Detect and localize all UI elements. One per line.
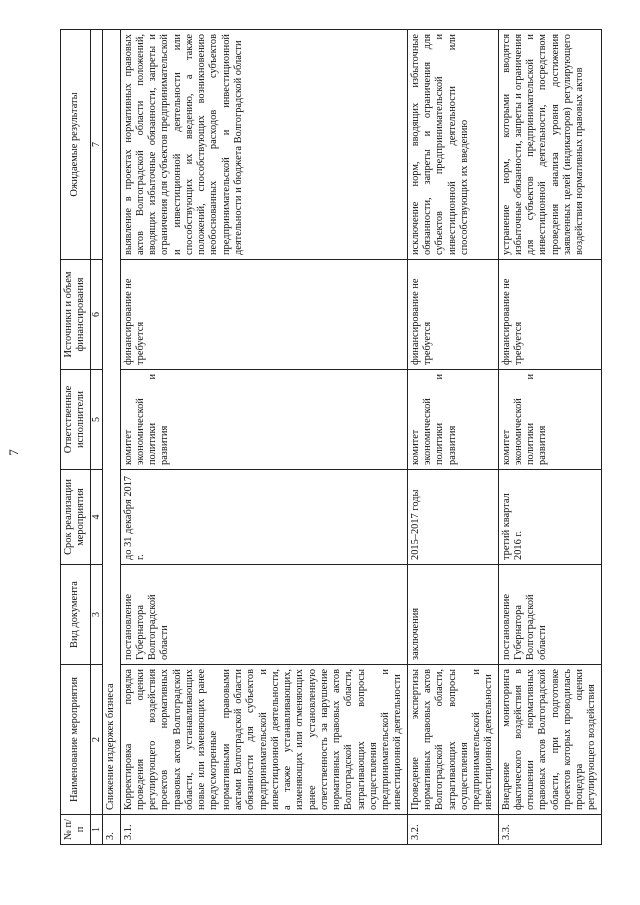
document-type: постановление Губернатора Волгоградской области (120, 565, 407, 665)
funding-source: финансирование не требуется (498, 260, 601, 370)
header-cell: Вид документа (61, 565, 91, 665)
funding-source: финансирование не требуется (407, 260, 498, 370)
row-number: 3.3. (498, 815, 601, 845)
column-number: 2 (90, 665, 103, 815)
header-cell: Источники и объем финансирования (61, 260, 91, 370)
measure-name: Проведение экспертизы нормативных правовых актов Волгоградской области, затрагивающих вопросы осуществления предпринимательской и инвестиционной деятельности (407, 665, 498, 815)
measures-table (60, 29, 602, 845)
responsible-executor: комитет экономической политики и развития (407, 370, 498, 470)
header-cell: Ожидаемые результаты (61, 30, 91, 260)
responsible-executor: комитет экономической политики и развития (120, 370, 407, 470)
section-number: 3. (103, 815, 120, 845)
page-number: 7 (6, 449, 21, 456)
table-row (498, 30, 601, 845)
document-type: постановление Губернатора Волгоградской области (498, 565, 601, 665)
header-cell: № п/п (61, 815, 91, 845)
header-cell: Наименование мероприятия (61, 665, 91, 815)
section-row (103, 30, 120, 845)
column-number: 7 (90, 30, 103, 260)
column-number: 6 (90, 260, 103, 370)
column-number: 1 (90, 815, 103, 845)
table-header-row (61, 30, 91, 845)
section-title: Снижение издержек бизнеса (103, 30, 120, 815)
column-number: 3 (90, 565, 103, 665)
header-cell: Срок реализации мероприятия (61, 470, 91, 565)
expected-result: выявление в проектах нормативных правовых актов Волгоградской области положений, вводящих избыточные обязанности, запреты и ограничения для субъектов предпринимательской и инвестиционной деятельности или способствующих их введению, а также положений, способствующих возникновению необоснованных расходов субъектов предпринимательской и инвестиционной деятельности и бюджета Волгоградской области (120, 30, 407, 260)
column-number: 4 (90, 470, 103, 565)
funding-source: финансирование не требуется (120, 260, 407, 370)
table-row (120, 30, 407, 845)
header-cell: Ответственные исполнители (61, 370, 91, 470)
row-number: 3.1. (120, 815, 407, 845)
expected-result: устранение норм, которыми вводятся избыточные обязанности, запреты и ограничения для субъектов предпринимательской и инвестиционной деятельности, посредством проведения анализа уровня достижения заявленных целей (индикаторов) регулирующего воздействия нормативных правовых актов (498, 30, 601, 260)
implementation-term: до 31 декабря 2017 г. (120, 470, 407, 565)
implementation-term: третий квартал 2016 г. (498, 470, 601, 565)
implementation-term: 2015–2017 годы (407, 470, 498, 565)
measure-name: Корректировка порядка проведения оценки регулирующего воздействия проектов нормативных правовых актов Волгоградской области, устанавливающих новые или изменяющих ранее предусмотренные нормативными правовыми актами Волгоградской области обязанности для субъектов предпринимательской и инвестиционной деятельности, а также устанавливающих, изменяющих или отменяющих ранее установленную ответственность за нарушение нормативных правовых актов Волгоградской области, затрагивающих вопросы осуществления предпринимательской и инвестиционной деятельности (120, 665, 407, 815)
expected-result: исключение норм, вводящих избыточные обязанности, запреты и ограничения для субъектов предпринимательской и инвестиционной деятельности или способствующих их введению (407, 30, 498, 260)
measure-name: Внедрение мониторинга фактического воздействия в отношении нормативных правовых актов Волгоградской области, при подготовке проектов которых проводилась процедура оценки регулирующего воздействия (498, 665, 601, 815)
document-type: заключения (407, 565, 498, 665)
column-number: 5 (90, 370, 103, 470)
table-row (407, 30, 498, 845)
column-number-row (90, 30, 103, 845)
row-number: 3.2. (407, 815, 498, 845)
responsible-executor: комитет экономической политики и развития (498, 370, 601, 470)
